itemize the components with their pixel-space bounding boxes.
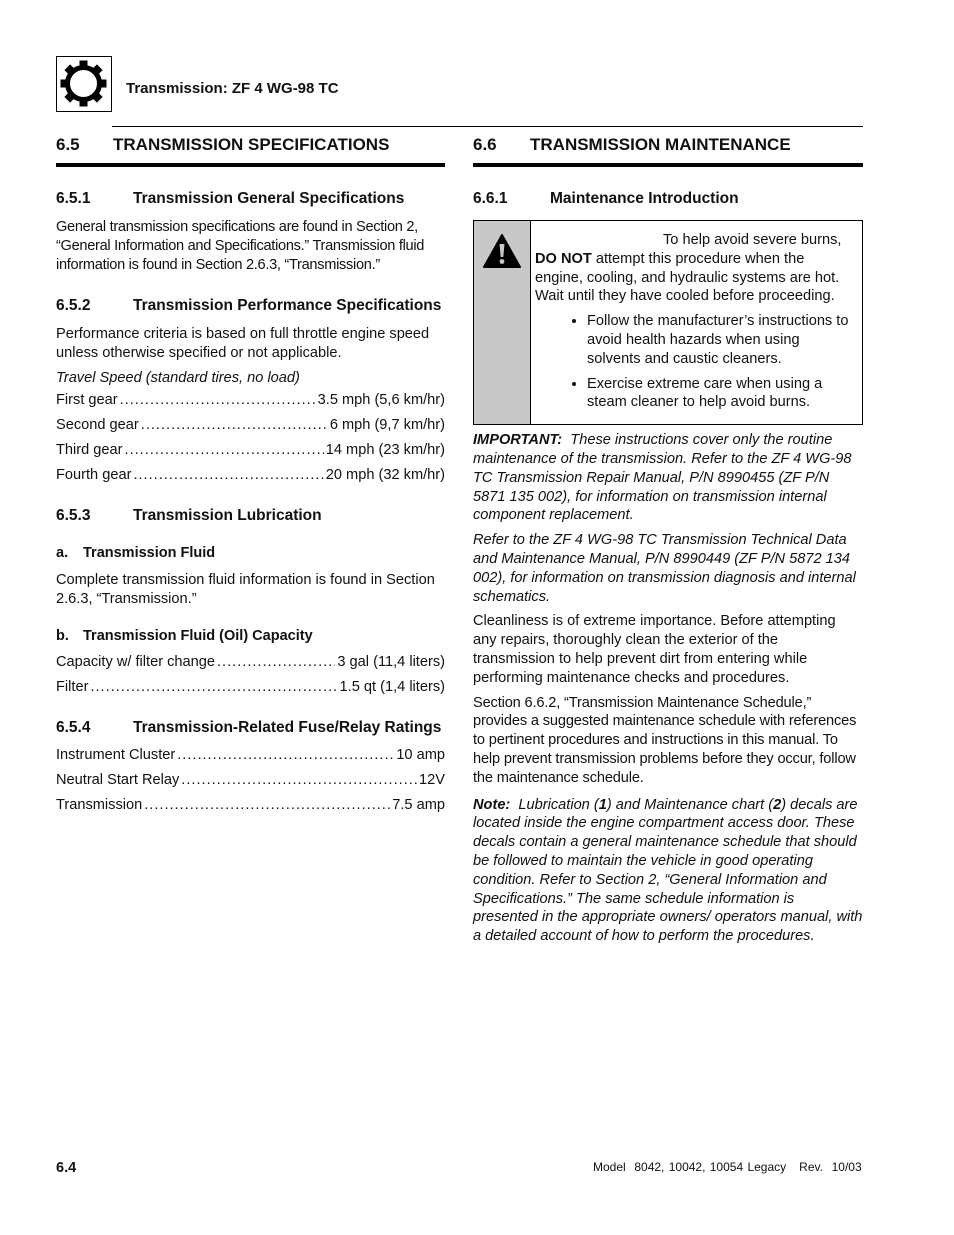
subsection-heading — [56, 189, 445, 208]
item-letter: a. — [56, 544, 69, 561]
leader-dots — [181, 772, 417, 788]
warning-box — [473, 220, 863, 425]
spec-label: Capacity w/ filter change — [56, 654, 215, 671]
warning-triangle-icon — [482, 233, 522, 269]
note — [473, 796, 863, 946]
paragraph: Refer to the ZF 4 WG-98 TC Transmission Technical Data and Maintenance Manual, P/N 8990449 (ZF P/N 5872 134 002), for information on transmission diagnosis and internal schematics. — [473, 532, 856, 605]
fuse-table — [56, 747, 445, 822]
subsection-number: 6.5.3 — [56, 506, 91, 524]
spec-row — [56, 679, 445, 704]
right-column — [473, 135, 863, 952]
table-caption: Travel Speed (standard tires, no load) — [56, 369, 300, 386]
subsection-title: Transmission-Related Fuse/Relay Ratings — [133, 719, 442, 737]
spec-row — [56, 797, 445, 822]
subsection-number: 6.5.2 — [56, 297, 91, 315]
subsection-heading — [56, 718, 445, 737]
important-note — [473, 431, 863, 525]
paragraph: Section 6.6.2, “Transmission Maintenance Schedule,” provides a suggested maintenance schedule with references to pertinent procedures and instructions in this manual. To help prevent transmission problems before they occur, follow the maintenance schedule. — [473, 694, 857, 786]
spec-value: 10 amp — [396, 747, 445, 764]
spec-value: 1.5 qt (1,4 liters) — [339, 679, 445, 696]
warning-sidebar — [474, 221, 531, 424]
spec-value: 20 mph (32 km/hr) — [325, 466, 445, 483]
item-heading — [56, 545, 445, 561]
header-rule — [112, 126, 863, 127]
subsection-number: 6.6.1 — [473, 190, 508, 207]
leader-dots — [125, 442, 324, 458]
list-item: • Follow the manufacturer’s instructions to avoid health hazards when using solvents and caustic cleaners. — [587, 312, 856, 368]
spec-label: Second gear — [56, 416, 139, 433]
subsection-title: Transmission Lubrication — [133, 506, 322, 524]
spec-value: 12V — [419, 772, 445, 789]
paragraph: General transmission specifications are found in Section 2, “General Information and Specifications.” Transmission fluid information is found in Section 2.6.3, “Transmission.” — [56, 219, 425, 273]
important-text: These instructions cover only the routine maintenance of the transmission. Refer to the ZF 4 WG-98 TC Transmission Repair Manual, P/N 8990455 (ZF P/N 5871 135 002), for information on transmission internal component replacement. — [473, 432, 852, 524]
subsection-title: Transmission General Specifications — [133, 190, 405, 207]
note-text: ) decals are located inside the engine compartment access door. These decals contain a general maintenance schedule that should be followed to maintain the vehicle in good operating condition. Refer to Section 2, “General Information and Specifications.” The same schedule information is presented in the appropriate owners/ operators manual, with a detailed account of how to perform the procedures. — [473, 796, 863, 945]
item-title: Transmission Fluid — [83, 544, 216, 561]
leader-dots — [177, 747, 394, 763]
leader-dots — [133, 467, 323, 483]
spec-row — [56, 467, 445, 492]
spec-row — [56, 772, 445, 797]
spec-value: 14 mph (23 km/hr) — [325, 441, 445, 458]
spec-label: Filter — [56, 679, 89, 696]
note-text: ) and Maintenance chart ( — [606, 796, 774, 813]
section-number: 6.6 — [473, 135, 497, 154]
logo-box — [56, 56, 112, 112]
spec-row — [56, 654, 445, 679]
spec-value: 7.5 amp — [392, 797, 445, 814]
subsection-heading — [56, 296, 445, 315]
capacity-table — [56, 654, 445, 704]
leader-dots — [217, 654, 335, 670]
spec-label: Fourth gear — [56, 466, 132, 483]
warning-list — [535, 312, 856, 412]
callout-number: 1 — [598, 796, 607, 813]
important-label: IMPORTANT: — [473, 432, 563, 449]
spec-value: 3 gal (11,4 liters) — [337, 654, 445, 671]
paragraph: Complete transmission fluid information is found in Section 2.6.3, “Transmission.” — [56, 571, 435, 607]
spec-label: Instrument Cluster — [56, 747, 176, 764]
section-number: 6.5 — [56, 135, 80, 154]
leader-dots — [90, 679, 337, 695]
spec-label: First gear — [56, 391, 118, 408]
spec-value: 6 mph (9,7 km/hr) — [329, 416, 445, 433]
leader-dots — [120, 392, 316, 408]
leader-dots — [141, 417, 328, 433]
item-heading — [56, 628, 445, 644]
spec-label: Neutral Start Relay — [56, 772, 180, 789]
subsection-heading — [56, 506, 445, 525]
spec-label: Transmission — [56, 797, 143, 814]
subsection-number: 6.5.1 — [56, 190, 91, 207]
subsection-title: Maintenance Introduction — [550, 190, 739, 207]
footer-model: Model 8042, 10042, 10054 Legacy Rev. 10/03 — [593, 1160, 862, 1174]
item-title: Transmission Fluid (Oil) Capacity — [83, 628, 313, 645]
item-letter: b. — [56, 628, 69, 645]
spec-value: 3.5 mph (5,6 km/hr) — [317, 391, 445, 408]
page-number: 6.4 — [56, 1160, 77, 1176]
callout-number: 2 — [773, 796, 782, 813]
paragraph: Cleanliness is of extreme importance. Before attempting any repairs, thoroughly clean the exterior of the transmission to help prevent dirt from entering while performing maintenance checks and procedures. — [473, 613, 836, 686]
section-title: TRANSMISSION SPECIFICATIONS — [113, 135, 390, 154]
leader-dots — [144, 797, 390, 813]
subsection-heading — [473, 189, 863, 208]
warning-text — [531, 221, 862, 424]
warning-rest: attempt this procedure when the engine, cooling, and hydraulic systems are hot. Wait until they have cooled before proceeding. — [535, 250, 840, 305]
list-item: • Exercise extreme care when using a steam cleaner to help avoid burns. — [587, 375, 856, 413]
spec-label: Third gear — [56, 441, 123, 458]
spec-row — [56, 747, 445, 772]
warning-lead: To help avoid severe burns, — [663, 232, 842, 248]
section-heading — [473, 135, 863, 167]
paragraph: Performance criteria is based on full throttle engine speed unless otherwise specified or not applicable. — [56, 326, 430, 362]
spec-row — [56, 417, 445, 442]
speed-table — [56, 392, 445, 492]
left-column — [56, 135, 445, 822]
warning-paragraph — [535, 250, 856, 306]
section-title: TRANSMISSION MAINTENANCE — [530, 135, 791, 154]
warning-emphasis: DO NOT — [535, 250, 592, 267]
subsection-title: Transmission Performance Specifications — [133, 297, 442, 315]
note-text: Lubrication ( — [518, 796, 599, 813]
spec-row — [56, 392, 445, 417]
subsection-number: 6.5.4 — [56, 719, 91, 737]
note-label: Note: — [473, 796, 511, 813]
spec-row — [56, 442, 445, 467]
section-heading — [56, 135, 445, 167]
gear-icon — [57, 57, 110, 110]
header-title: Transmission: ZF 4 WG-98 TC — [126, 80, 339, 97]
